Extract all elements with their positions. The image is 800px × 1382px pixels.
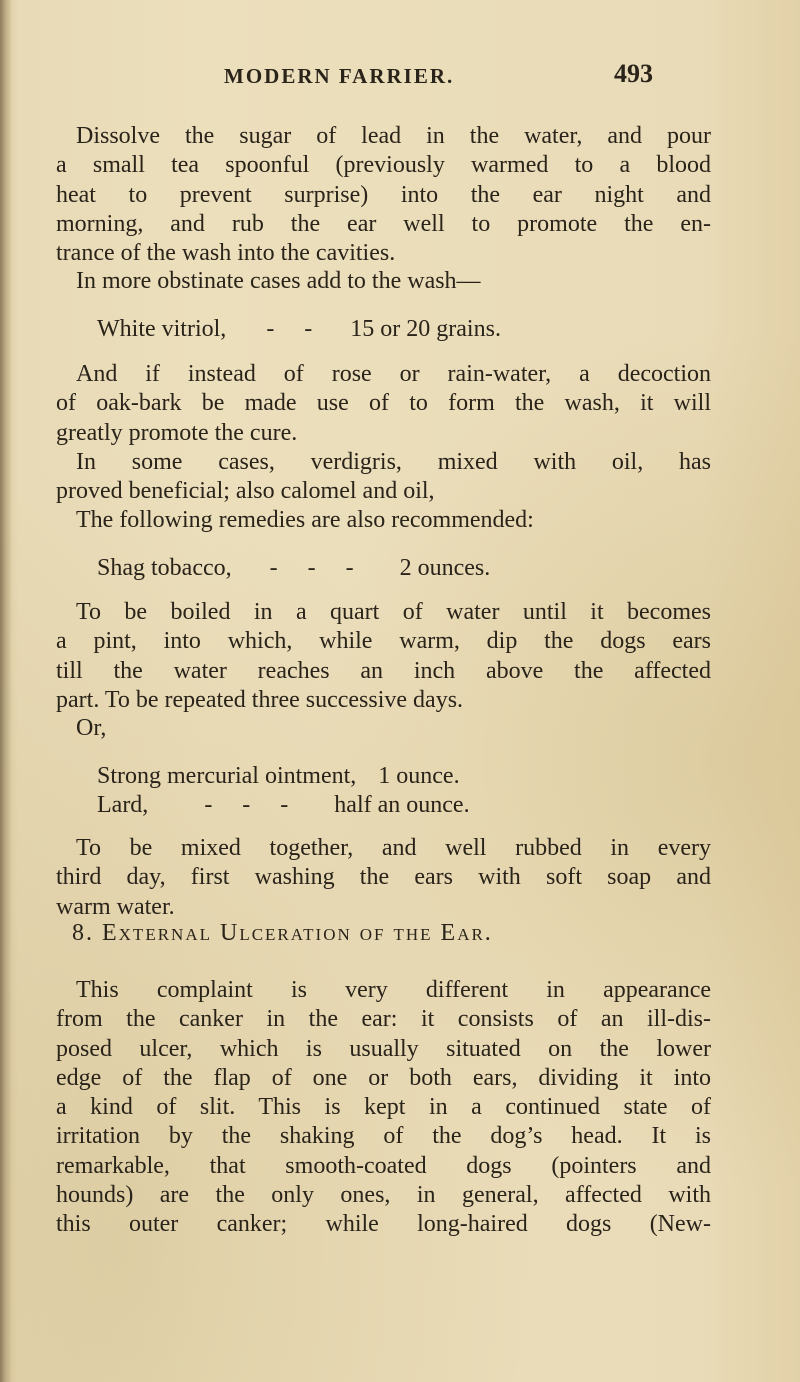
paragraph-mixed-together xyxy=(56,834,711,922)
text-line: And if instead of rose or rain-water, a decoction xyxy=(76,361,711,387)
text-line: of oak-bark be made use of to form the wash, it will xyxy=(56,390,711,417)
recipe-ingredient: Strong mercurial ointment, xyxy=(97,763,357,789)
section-heading: 8. External Ulceration of the Ear. xyxy=(72,920,493,946)
text-line: posed ulcer, which is usually situated on the lower xyxy=(56,1035,711,1062)
text-line: hounds) are the only ones, in general, affected with xyxy=(56,1182,711,1209)
recipe-ingredient: White vitriol, xyxy=(97,316,227,342)
text-line: proved beneficial; also calomel and oil, xyxy=(56,478,435,505)
text-line: Dissolve the sugar of lead in the water, and pour xyxy=(76,123,711,149)
text-line: To be mixed together, and well rubbed in every xyxy=(76,835,711,861)
recipe-white-vitriol xyxy=(97,316,501,343)
paragraph-verdigris xyxy=(56,448,711,507)
text-line: morning, and rub the ear well to promote the en- xyxy=(56,210,711,237)
recipe-amount: 1 ounce. xyxy=(378,763,460,789)
or-label: Or, xyxy=(76,715,107,741)
text-line: part. To be repeated three successive days. xyxy=(56,686,464,713)
text-line: trance of the wash into the cavities. xyxy=(56,240,396,267)
recipe-dashes: - - xyxy=(266,316,313,342)
text-line: heat to prevent surprise) into the ear night and xyxy=(56,181,711,208)
text-line: irritation by the shaking of the dog’s head. It is xyxy=(56,1123,711,1150)
text-line: a pint, into which, while warm, dip the dogs ears xyxy=(56,628,711,655)
text-line: a kind of slit. This is kept in a continued state of xyxy=(56,1094,711,1121)
paragraph-complaint xyxy=(56,976,711,1240)
paragraph-obstinate-cases: In more obstinate cases add to the wash— xyxy=(76,268,481,294)
running-head: MODERN FARRIER. xyxy=(224,64,455,88)
recipe-ingredient: Lard, xyxy=(97,792,149,818)
recipe-ingredient: Shag tobacco, xyxy=(97,555,232,581)
text-line: remarkable, that smooth-coated dogs (pointers and xyxy=(56,1152,711,1179)
recipe-dashes: - - - xyxy=(204,792,289,818)
recipe-dashes: - - - xyxy=(269,555,354,581)
text-line: till the water reaches an inch above the affected xyxy=(56,657,711,684)
paragraph-oak-bark xyxy=(56,360,711,448)
recipe-amount: 2 ounces. xyxy=(399,555,491,581)
text-line: edge of the flap of one or both ears, dividing it into xyxy=(56,1064,711,1091)
text-line: a small tea spoonful (previously warmed to a blood xyxy=(56,152,711,179)
text-line: In some cases, verdigris, mixed with oil, has xyxy=(76,449,711,475)
text-line: To be boiled in a quart of water until it becomes xyxy=(76,599,711,625)
recipe-mercurial-ointment xyxy=(97,763,460,790)
recipe-shag-tobacco xyxy=(97,555,490,582)
text-line: warm water. xyxy=(56,893,175,920)
page-gutter-shadow xyxy=(0,0,12,1382)
recipe-amount: half an ounce. xyxy=(334,792,470,818)
text-line: This complaint is very different in appearance xyxy=(76,977,711,1003)
recipe-lard xyxy=(97,792,470,819)
recipe-amount: 15 or 20 grains. xyxy=(350,316,501,342)
text-line: from the canker in the ear: it consists of an ill-dis- xyxy=(56,1006,711,1033)
paragraph-boiled xyxy=(56,598,711,715)
paragraph-following-remedies: The following remedies are also recommended: xyxy=(76,507,534,533)
page-number: 493 xyxy=(614,59,653,88)
page-header xyxy=(0,59,800,94)
text-line: greatly promote the cure. xyxy=(56,419,298,446)
paragraph-dissolve xyxy=(56,122,711,268)
text-line: third day, first washing the ears with soft soap and xyxy=(56,864,711,891)
text-line: this outer canker; while long-haired dogs (New- xyxy=(56,1211,711,1238)
